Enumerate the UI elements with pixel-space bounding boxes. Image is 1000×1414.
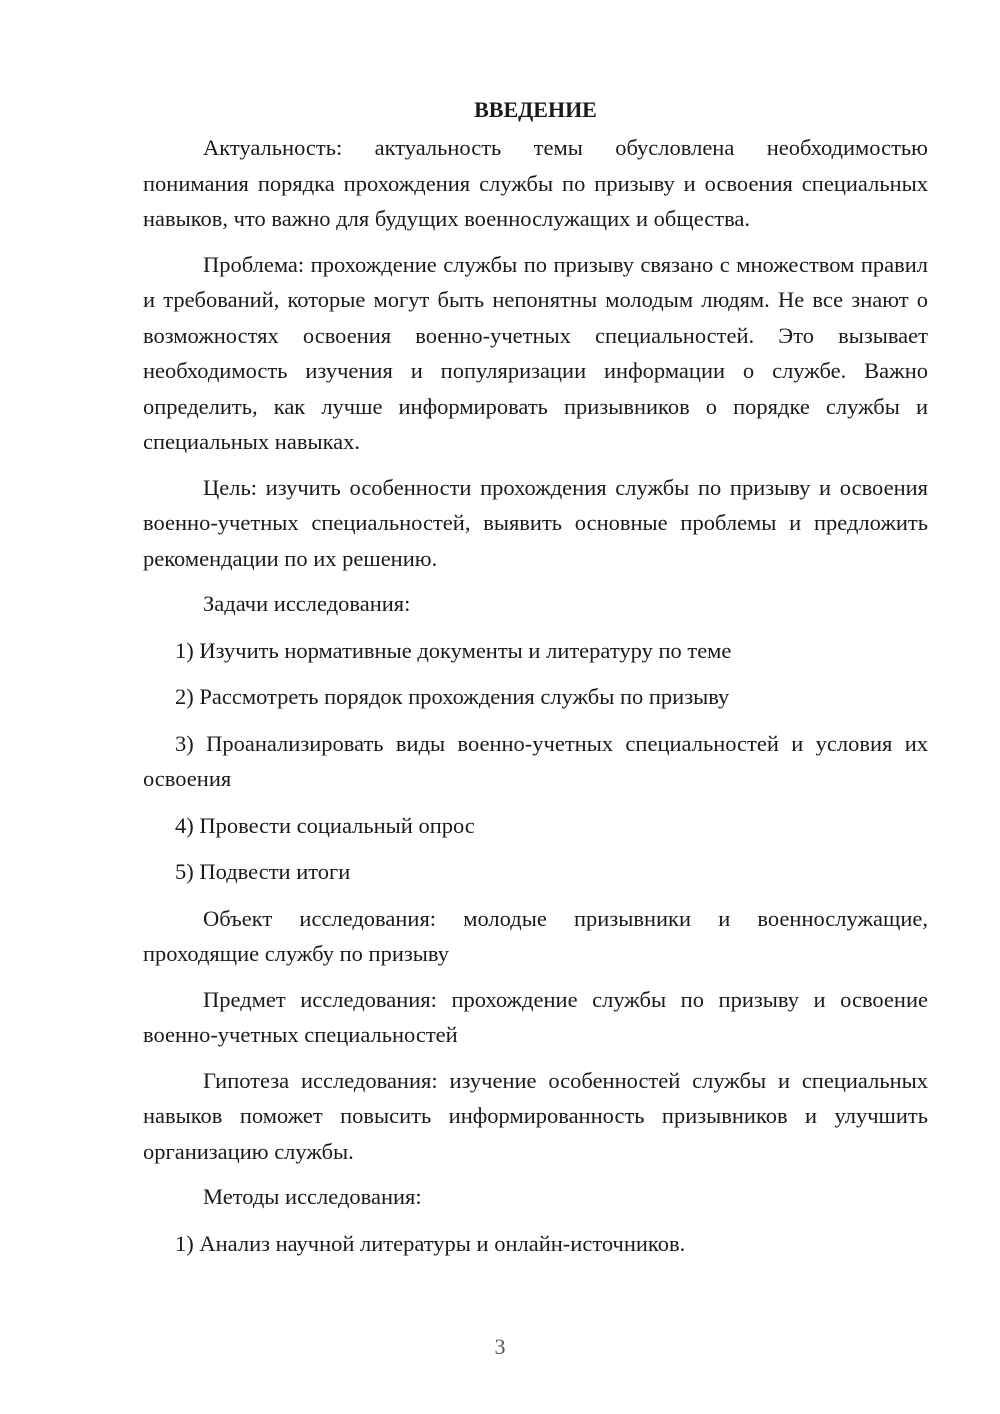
hypothesis-paragraph: Гипотеза исследования: изучение особенностей службы и специальных навыков поможет повысить информированность призывников и улучшить организацию службы. — [143, 1067, 928, 1164]
object-paragraph: Объект исследования: молодые призывники и военнослужащие, проходящие службу по призыву — [143, 905, 928, 966]
task-item: 2) Рассмотреть порядок прохождения службы по призыву — [175, 684, 730, 709]
section-title: ВВЕДЕНИЕ — [474, 97, 597, 122]
method-item: 1) Анализ научной литературы и онлайн-источников. — [175, 1230, 686, 1256]
document-body — [143, 92, 928, 1272]
goal-paragraph: Цель: изучить особенности прохождения службы по призыву и освоения военно-учетных специальностей, выявить основные проблемы и предложить рекомендации по их решению. — [143, 474, 928, 571]
task-item: 5) Подвести итоги — [175, 859, 351, 884]
subject-paragraph: Предмет исследования: прохождение службы по призыву и освоение военно-учетных специальностей — [143, 986, 928, 1047]
page-number: 3 — [494, 1334, 506, 1359]
relevance-paragraph: Актуальность: актуальность темы обусловлена необходимостью понимания порядка прохождения службы по призыву и освоения специальных навыков, что важно для будущих военнослужащих и общества. — [143, 135, 928, 231]
task-item: 4) Провести социальный опрос — [175, 812, 475, 838]
problem-paragraph: Проблема: прохождение службы по призыву связано с множеством правил и требований, которые могут быть непонятны молодым людям. Не все знают о возможностях освоения военно-учетных специальностей. Это вызывает необходимость изучения и популяризации информации о службе. Важно определить, как лучше информировать призывников о порядке службы и специальных навыках. — [143, 251, 928, 454]
task-item: 1) Изучить нормативные документы и литературу по теме — [175, 637, 732, 663]
tasks-heading: Задачи исследования: — [203, 591, 411, 616]
methods-heading: Методы исследования: — [203, 1184, 422, 1209]
task-item: 3) Проанализировать виды военно-учетных специальностей и условия их освоения — [143, 730, 928, 791]
